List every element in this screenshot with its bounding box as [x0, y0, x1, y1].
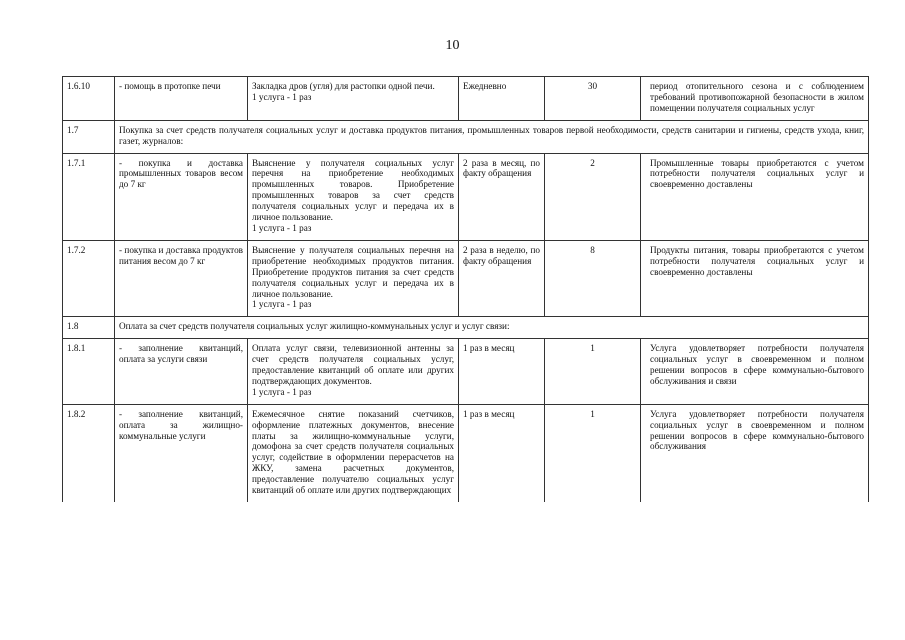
services-table-body [63, 77, 869, 503]
page-number: 10 [445, 38, 460, 53]
conditions: Продукты питания, товары приобретаются с учетом потребности получателя социальных услуг и своевременно доставлены [641, 240, 869, 316]
quantity: 1 [545, 404, 641, 502]
conditions: Промышленные товары приобретаются с учетом потребности получателя социальных услуг и своевременно доставлены [641, 153, 869, 240]
conditions: Услуга удовлетворяет потребности получателя социальных услуг в своевременном и полном решении вопросов в сфере коммунально-бытового обслуживания и связи [641, 339, 869, 405]
description-text: Оплата услуг связи, телевизионной антенны за счет средств получателя социальных услуг, предоставление квитанций об оплате или других подтверждающих документов. [252, 343, 454, 386]
quantity: 8 [545, 240, 641, 316]
table-row [63, 240, 869, 316]
description-text: Выяснение у получателя социальных услуг перечня на приобретение необходимых промышленных товаров. Приобретение промышленных товаров за счет средств получателя социальных услуг и передача их в личное пользование. [252, 157, 454, 223]
table-row [63, 339, 869, 405]
service-name: - покупка и доставка промышленных товаров весом до 7 кг [115, 153, 248, 240]
service-name: - помощь в протопке печи [115, 77, 248, 121]
service-name: - заполнение квитанций, оплата за жилищно-коммунальные услуги [115, 404, 248, 502]
description-text: Закладка дров (угля) для растопки одной печи. [252, 81, 435, 91]
row-number: 1.8.1 [63, 339, 115, 405]
row-number: 1.8 [63, 317, 115, 339]
table-row [63, 404, 869, 502]
service-name: - заполнение квитанций, оплата за услуги связи [115, 339, 248, 405]
service-unit: 1 услуга - 1 раз [252, 222, 312, 233]
service-description [248, 404, 459, 502]
section-title: Покупка за счет средств получателя социальных услуг и доставка продуктов питания, промышленных товаров первой необходимости, средств санитарии и гигиены, средств ухода, книг, газет, журналов: [115, 120, 869, 153]
frequency: 1 раз в месяц [459, 339, 545, 405]
services-table [62, 76, 869, 502]
conditions: Услуга удовлетворяет потребности получателя социальных услуг в своевременном и полном решении вопросов в сфере коммунально-бытового обслуживания [641, 404, 869, 502]
frequency: 2 раза в месяц, по факту обращения [459, 153, 545, 240]
service-unit: 1 услуга - 1 раз [252, 299, 312, 310]
row-number: 1.7.1 [63, 153, 115, 240]
table-row [63, 153, 869, 240]
section-row [63, 317, 869, 339]
section-title: Оплата за счет средств получателя социальных услуг жилищно-коммунальных услуг и услуг связи: [115, 317, 869, 339]
row-number: 1.7.2 [63, 240, 115, 316]
section-row [63, 120, 869, 153]
row-number: 1.8.2 [63, 404, 115, 502]
quantity: 1 [545, 339, 641, 405]
frequency: Ежедневно [459, 77, 545, 121]
service-name: - покупка и доставка продуктов питания весом до 7 кг [115, 240, 248, 316]
service-description [248, 240, 459, 316]
row-number: 1.6.10 [63, 77, 115, 121]
conditions: период отопительного сезона и с соблюдением требований противопожарной безопасности в жилом помещении получателя социальных услуг [641, 77, 869, 121]
service-unit: 1 услуга - 1 раз [252, 386, 312, 397]
service-description [248, 153, 459, 240]
quantity: 30 [545, 77, 641, 121]
service-description [248, 77, 459, 121]
row-number: 1.7 [63, 120, 115, 153]
description-text: Выяснение у получателя социальных перечня на приобретение необходимых продуктов питания. Приобретение продуктов питания за счет средств получателя социальных услуг и передача их в личное пользование. [252, 244, 454, 299]
service-description [248, 339, 459, 405]
description-text: Ежемесячное снятие показаний счетчиков, оформление платежных документов, внесение платы за жилищно-коммунальные услуги, домофона за счет средств получателя социальных услуг, содействие в оформлении перерасчетов на ЖКУ, замена расчетных документов, предоставление получателю социальных услуг квитанций об оплате или других подтверждающих [252, 408, 454, 496]
frequency: 2 раза в неделю, по факту обращения [459, 240, 545, 316]
quantity: 2 [545, 153, 641, 240]
frequency: 1 раз в месяц [459, 404, 545, 502]
table-row [63, 77, 869, 121]
service-unit: 1 услуга - 1 раз [252, 91, 312, 102]
